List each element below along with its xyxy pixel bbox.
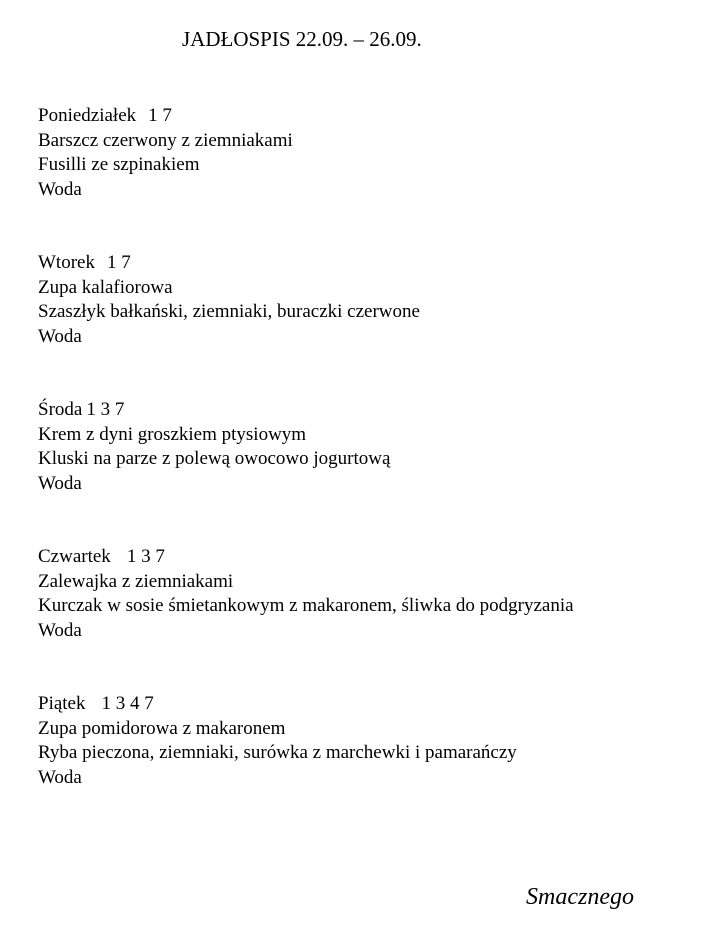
day-header — [38, 545, 574, 570]
drink: Woda — [38, 472, 82, 494]
day-wednesday — [38, 398, 390, 496]
day-thursday — [38, 545, 574, 643]
day-header — [38, 104, 293, 129]
day-friday — [38, 692, 517, 790]
main-dish: Kluski na parze z polewą owocowo jogurtową — [38, 448, 391, 469]
day-name: Poniedziałek — [38, 105, 137, 126]
allergen-codes: 1 3 7 — [126, 546, 165, 567]
allergen-codes: 1 7 — [148, 105, 172, 126]
day-header — [38, 692, 517, 717]
day-header — [38, 251, 420, 276]
drink: Woda — [38, 325, 82, 347]
allergen-codes: 1 3 4 7 — [101, 693, 154, 714]
allergen-codes: 1 3 7 — [86, 399, 125, 420]
day-name: Czwartek — [38, 546, 111, 567]
drink: Woda — [38, 178, 82, 200]
soup-dish: Zupa kalafiorowa — [38, 276, 173, 298]
allergen-codes: 1 7 — [106, 252, 131, 273]
day-header — [38, 398, 390, 423]
soup-dish: Barszcz czerwony z ziemniakami — [38, 129, 293, 151]
day-monday — [38, 104, 293, 202]
soup-dish: Krem z dyni groszkiem ptysiowym — [38, 423, 307, 445]
menu-title: JADŁOSPIS 22.09. – 26.09. — [182, 27, 422, 51]
closing-wish: Smacznego — [526, 884, 634, 910]
day-tuesday — [38, 251, 420, 349]
main-dish: Ryba pieczona, ziemniaki, surówka z marchewki i pamarańczy — [38, 742, 517, 763]
soup-dish: Zalewajka z ziemniakami — [38, 570, 234, 592]
main-dish: Kurczak w sosie śmietankowym z makaronem, śliwka do podgryzania — [38, 595, 574, 616]
drink: Woda — [38, 619, 82, 641]
day-name: Piątek — [38, 693, 86, 714]
day-name: Wtorek — [38, 252, 95, 273]
drink: Woda — [38, 766, 82, 788]
main-dish: Fusilli ze szpinakiem — [38, 154, 200, 175]
main-dish: Szaszłyk bałkański, ziemniaki, buraczki czerwone — [38, 301, 420, 322]
soup-dish: Zupa pomidorowa z makaronem — [38, 717, 286, 739]
day-name: Środa — [38, 399, 83, 420]
